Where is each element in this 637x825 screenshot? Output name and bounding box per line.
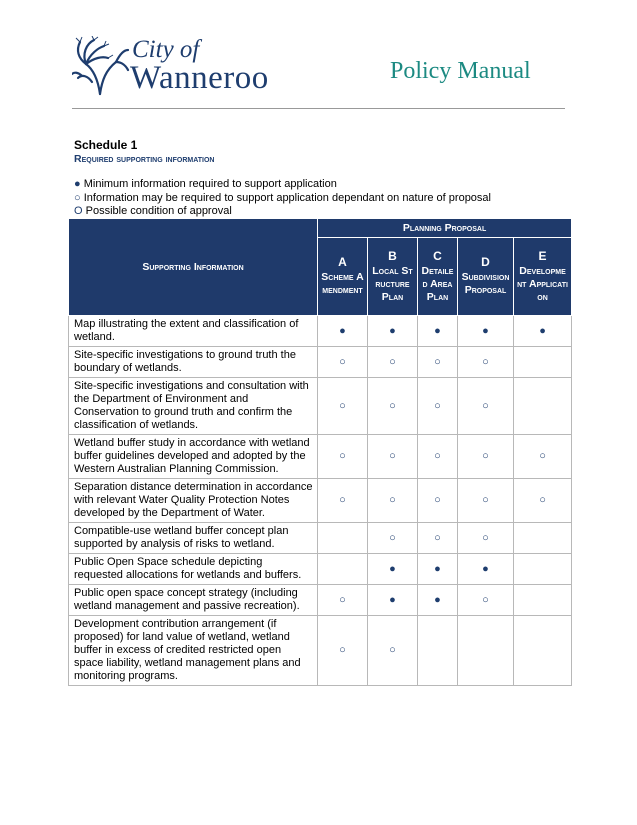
- row-label: Compatible-use wetland buffer concept plan supported by analysis of risks to wetland.: [69, 523, 318, 554]
- requirement-mark: ○: [514, 479, 572, 523]
- requirement-mark: ○: [458, 378, 514, 435]
- row-label: Development contribution arrangement (if proposed) for land value of wetland, wetland buffer in excess of credited restricted open space liability, wetland management plans and monitoring programs.: [69, 616, 318, 686]
- requirement-mark: ●: [368, 316, 418, 347]
- open-dot-icon: ○: [74, 191, 81, 204]
- flower-emblem-icon: [72, 36, 130, 96]
- requirement-mark: [514, 554, 572, 585]
- requirement-mark: [514, 616, 572, 686]
- requirement-mark: ○: [458, 523, 514, 554]
- header-divider: [72, 108, 565, 109]
- column-name: Scheme Amendment: [321, 271, 364, 296]
- table-row: [69, 316, 572, 347]
- requirement-mark: ○: [318, 616, 368, 686]
- requirement-mark: ○: [368, 378, 418, 435]
- filled-dot-icon: ●: [74, 178, 81, 190]
- table-row: [69, 479, 572, 523]
- row-label: Public Open Space schedule depicting requested allocations for wetlands and buffers.: [69, 554, 318, 585]
- supporting-information-table: [68, 218, 572, 686]
- table-row: [69, 378, 572, 435]
- requirement-mark: [514, 347, 572, 378]
- requirement-mark: ○: [318, 479, 368, 523]
- table-row: [69, 523, 572, 554]
- requirement-mark: [514, 585, 572, 616]
- requirement-mark: ○: [458, 435, 514, 479]
- requirement-mark: ○: [368, 435, 418, 479]
- requirement-mark: ○: [458, 347, 514, 378]
- column-name: Local Structure Plan: [372, 264, 413, 303]
- requirement-mark: ○: [368, 523, 418, 554]
- requirement-mark: ○: [368, 347, 418, 378]
- logo-name-text: Wanneroo: [130, 60, 269, 96]
- column-letter: C: [433, 248, 442, 263]
- requirement-mark: ○: [318, 585, 368, 616]
- requirement-mark: ●: [368, 554, 418, 585]
- schedule-subtitle: Required supporting information: [74, 153, 215, 165]
- requirement-mark: ●: [418, 585, 458, 616]
- legend-item: [74, 192, 491, 206]
- requirement-mark: ●: [318, 316, 368, 347]
- column-letter: D: [481, 255, 490, 269]
- column-name: Detailed Area Plan: [421, 264, 454, 303]
- legend-item: [74, 205, 491, 219]
- requirement-mark: ○: [418, 523, 458, 554]
- requirement-mark: ○: [514, 435, 572, 479]
- requirement-mark: ●: [458, 316, 514, 347]
- requirement-mark: ●: [458, 554, 514, 585]
- requirement-mark: ○: [458, 479, 514, 523]
- table-row: [69, 585, 572, 616]
- requirement-mark: ○: [418, 378, 458, 435]
- requirement-mark: ○: [318, 378, 368, 435]
- column-header-a: [318, 238, 368, 316]
- requirement-mark: ●: [368, 585, 418, 616]
- column-header-c: [418, 238, 458, 316]
- requirement-mark: ○: [368, 479, 418, 523]
- row-label: Separation distance determination in accordance with relevant Water Quality Protection Notes developed by the Department of Water.: [69, 479, 318, 523]
- column-name: Development Application: [517, 264, 568, 303]
- requirement-mark: [318, 554, 368, 585]
- row-label: Map illustrating the extent and classification of wetland.: [69, 316, 318, 347]
- requirement-mark: ○: [368, 616, 418, 686]
- legend-text: Possible condition of approval: [85, 205, 232, 217]
- table-row: [69, 616, 572, 686]
- requirement-mark: [458, 616, 514, 686]
- schedule-title: Schedule 1: [74, 138, 138, 152]
- column-name: Subdivision Proposal: [461, 271, 510, 296]
- requirement-mark: ○: [418, 435, 458, 479]
- city-logo: [72, 36, 292, 98]
- column-header-d: [458, 238, 514, 316]
- planning-proposal-header: Planning Proposal: [318, 219, 572, 238]
- policy-manual-title: Policy Manual: [390, 58, 531, 84]
- requirement-mark: ○: [318, 435, 368, 479]
- table-row: [69, 347, 572, 378]
- requirement-mark: ○: [318, 347, 368, 378]
- column-letter: A: [338, 255, 347, 269]
- column-letter: E: [538, 248, 547, 263]
- table-row: [69, 435, 572, 479]
- requirement-mark: ○: [418, 347, 458, 378]
- legend-text: Minimum information required to support application: [83, 178, 337, 190]
- requirement-mark: [318, 523, 368, 554]
- requirement-mark: [514, 523, 572, 554]
- supporting-information-header: Supporting Information: [69, 219, 318, 316]
- letter-o-icon: O: [74, 205, 83, 217]
- legend-text: Information may be required to support application dependant on nature of proposal: [83, 191, 491, 204]
- column-header-e: [514, 238, 572, 316]
- row-label: Wetland buffer study in accordance with wetland buffer guidelines developed and adopted by the Western Australian Planning Commission.: [69, 435, 318, 479]
- requirement-mark: [514, 378, 572, 435]
- row-label: Site-specific investigations to ground truth the boundary of wetlands.: [69, 347, 318, 378]
- row-label: Public open space concept strategy (including wetland management and passive recreation).: [69, 585, 318, 616]
- legend: [74, 178, 491, 219]
- column-letter: B: [388, 248, 397, 263]
- requirement-mark: ○: [418, 479, 458, 523]
- requirement-mark: ●: [418, 554, 458, 585]
- column-header-b: [368, 238, 418, 316]
- table-row: [69, 554, 572, 585]
- requirement-mark: [418, 616, 458, 686]
- legend-item: [74, 178, 491, 192]
- logo-city-text: City of: [132, 36, 200, 63]
- requirement-mark: ●: [514, 316, 572, 347]
- requirement-mark: ●: [418, 316, 458, 347]
- requirement-mark: ○: [458, 585, 514, 616]
- row-label: Site-specific investigations and consultation with the Department of Environment and Conservation to ground truth and confirm the classification of wetlands.: [69, 378, 318, 435]
